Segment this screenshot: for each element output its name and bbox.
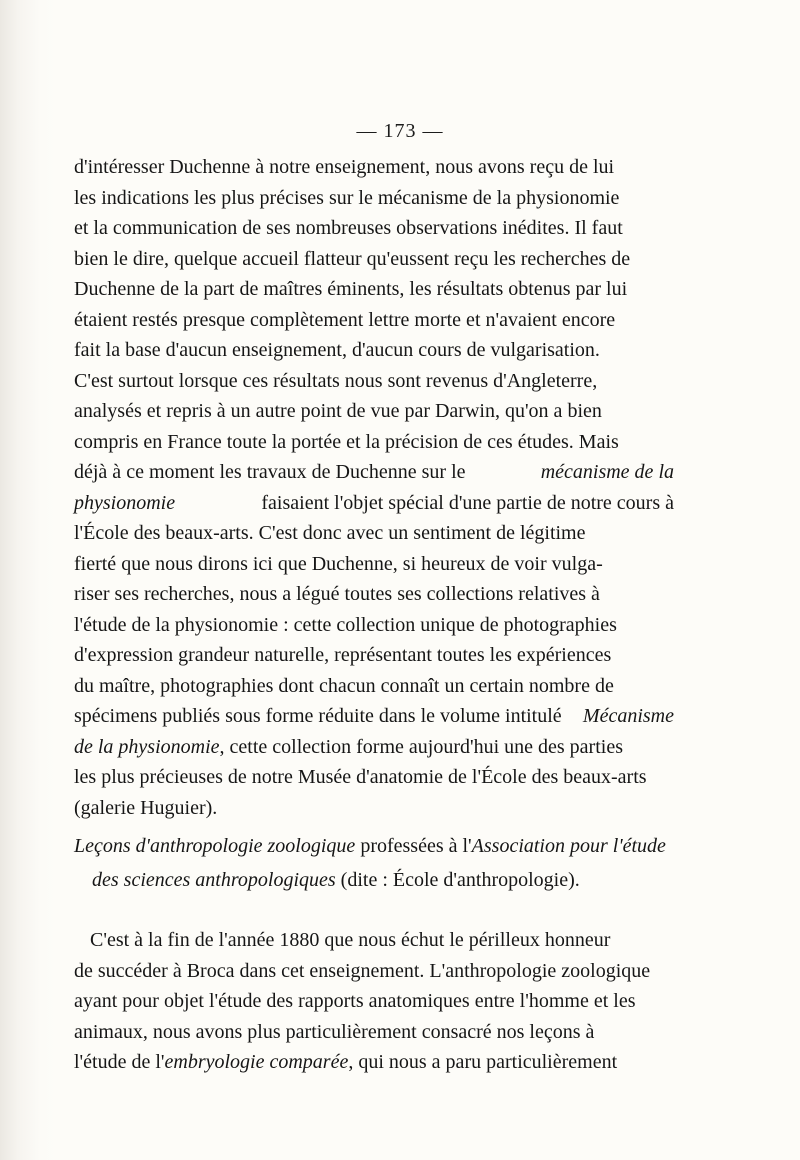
text-line (74, 762, 674, 793)
text-line-content: et la communication de ses nombreuses observations inédites. Il faut (74, 217, 623, 239)
heading-italic: des sciences anthropologiques (92, 869, 336, 891)
text-line (74, 986, 674, 1017)
text-line-content: d'intéresser Duchenne à notre enseignement, nous avons reçu de lui (74, 156, 615, 178)
text-line (74, 610, 674, 641)
text-line (74, 396, 674, 427)
text-line-content: de succéder à Broca dans cet enseignement. L'anthropologie zoologique (74, 959, 651, 982)
text-line-content: (galerie Huguier). (74, 796, 218, 819)
text-line-content: fait la base d'aucun enseignement, d'aucun cours de vulgarisation. (74, 339, 600, 361)
text-line (74, 549, 674, 580)
text-line-content: d'expression grandeur naturelle, représentant toutes les expériences (74, 644, 612, 666)
text-line (74, 152, 674, 183)
text-line-content: , qui nous a paru particulièrement (348, 1051, 618, 1073)
text-line (74, 701, 674, 732)
heading-roman: professées à l' (355, 835, 472, 857)
italic-term: mécanisme de la (540, 461, 674, 483)
italic-term: embryologie comparée (164, 1051, 349, 1073)
text-line (74, 1017, 674, 1048)
italic-book-title: de la physionomie (74, 735, 220, 758)
text-line (74, 488, 674, 519)
text-line (74, 183, 674, 214)
section-heading (74, 829, 674, 897)
text-line-content: C'est à la fin de l'année 1880 que nous échut le périlleux honneur (90, 929, 611, 951)
text-line (74, 640, 674, 671)
text-line (74, 366, 674, 397)
text-line-content: faisaient l'objet spécial d'une partie de notre cours à (261, 491, 674, 514)
text-line (74, 956, 674, 987)
text-line (74, 274, 674, 305)
text-line (74, 427, 674, 458)
text-line-content: déjà à ce moment les travaux de Duchenne sur le (74, 461, 466, 483)
italic-term: physionomie (74, 491, 176, 514)
text-line (74, 732, 674, 763)
paragraph-broca (74, 925, 674, 1078)
text-line (74, 793, 674, 824)
heading-line (74, 863, 674, 897)
heading-italic: Leçons d'anthropologie zoologique (74, 835, 356, 857)
heading-italic: Association pour l'étude (471, 835, 666, 857)
text-line-content: bien le dire, quelque accueil flatteur qu'eussent reçu les recherches de (74, 247, 631, 270)
text-line-content: l'École des beaux-arts. C'est donc avec un sentiment de légitime (74, 522, 586, 544)
text-line-content: riser ses recherches, nous a légué toutes ses collections relatives à (74, 583, 600, 605)
text-line (74, 244, 674, 275)
text-line-content: C'est surtout lorsque ces résultats nous sont revenus d'Angleterre, (74, 369, 598, 392)
text-line-content: fierté que nous dirons ici que Duchenne, si heureux de voir vulga- (74, 552, 603, 575)
text-line-content: , cette collection forme aujourd'hui une des parties (219, 735, 623, 758)
paragraph-duchenne (74, 152, 674, 823)
text-line-content: l'étude de l' (74, 1051, 165, 1073)
italic-book-title: Mécanisme (582, 705, 674, 727)
text-line (74, 925, 674, 956)
text-line-content: ayant pour objet l'étude des rapports anatomiques entre l'homme et les (74, 990, 636, 1012)
text-line (74, 579, 674, 610)
text-line (74, 518, 674, 549)
text-line (74, 213, 674, 244)
text-line (74, 305, 674, 336)
text-line-content: du maître, photographies dont chacun connaît un certain nombre de (74, 674, 614, 697)
text-line-content: l'étude de la physionomie : cette collection unique de photographies (74, 613, 617, 636)
text-line-content: spécimens publiés sous forme réduite dans le volume intitulé (74, 705, 562, 727)
text-line-content: Duchenne de la part de maîtres éminents, les résultats obtenus par lui (74, 278, 628, 300)
text-line-content: les indications les plus précises sur le mécanisme de la physionomie (74, 186, 620, 209)
text-line (74, 457, 674, 488)
heading-roman: (dite : École d'anthropologie). (335, 869, 580, 891)
text-line-content: compris en France toute la portée et la précision de ces études. Mais (74, 430, 619, 453)
text-line (74, 335, 674, 366)
text-line-content: animaux, nous avons plus particulièrement consacré nos leçons à (74, 1020, 595, 1043)
text-line-content: étaient restés presque complètement lettre morte et n'avaient encore (74, 308, 616, 331)
text-line (74, 671, 674, 702)
text-line (74, 1047, 674, 1078)
heading-line (74, 829, 674, 863)
page-number: — 173 — (356, 120, 444, 142)
text-line-content: analysés et repris à un autre point de vue par Darwin, qu'on a bien (74, 400, 602, 422)
text-line-content: les plus précieuses de notre Musée d'anatomie de l'École des beaux-arts (74, 766, 647, 788)
